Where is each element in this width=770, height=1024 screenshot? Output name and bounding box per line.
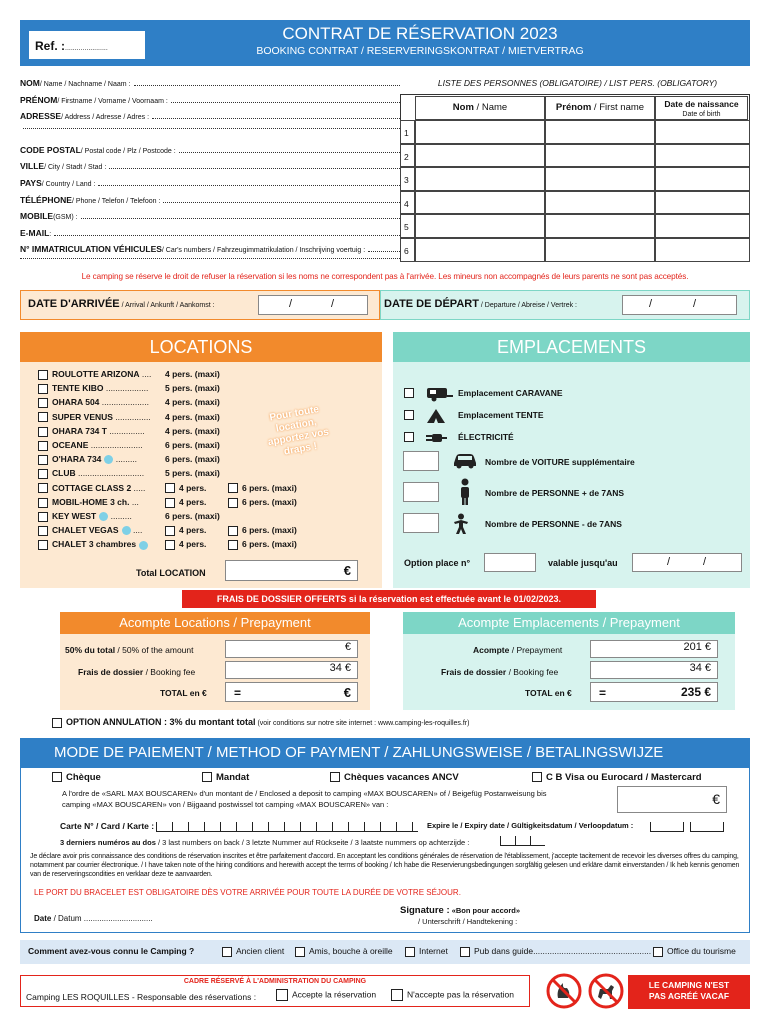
valid-label: valable jusqu'au — [548, 558, 618, 568]
departure-label: DATE DE DÉPART / Departure / Abreise / Vertrek : — [384, 298, 577, 310]
connu-option[interactable]: Ancien client — [222, 946, 284, 957]
col-prenom: Prénom / First name — [545, 96, 655, 120]
field-9[interactable]: E-MAIL : — [20, 228, 400, 238]
person-row-num: 3 — [400, 167, 415, 191]
admin-title: CADRE RÉSERVÉ À L'ADMINISTRATION DU CAMPING — [183, 978, 367, 985]
location-item[interactable]: CHALET 3 chambres — [38, 539, 148, 550]
arrival-input[interactable]: / / — [258, 295, 368, 315]
connu-option[interactable]: Amis, bouche à oreille — [295, 946, 393, 957]
location-cap: 4 pers. (maxi) — [165, 397, 220, 408]
col-date: Date de naissance Date of birth — [655, 96, 748, 120]
caravan-icon — [424, 386, 454, 404]
field-2[interactable]: ADRESSE / Address / Adresse / Adres : — [20, 111, 400, 121]
payment-order-2: camping «MAX BOUSCAREN» von / Bijgaand postwissel tot camping «MAX BOUSCAREN» van : — [62, 800, 389, 809]
payment-title: MODE DE PAIEMENT / METHOD OF PAYMENT / ZAHLUNGSWEISE / BETALINGSWIJZE — [20, 738, 750, 768]
emplacement-checkbox[interactable] — [404, 410, 414, 420]
ref-box[interactable]: Ref. :...................... — [28, 30, 146, 60]
acompte-loc-l1-input[interactable]: € — [225, 640, 358, 658]
person-firstname-input[interactable] — [545, 120, 655, 144]
person-birthdate-input[interactable] — [655, 214, 750, 238]
location-item[interactable]: ROULOTTE ARIZONA .... — [38, 369, 151, 380]
location-item[interactable]: COTTAGE CLASS 2 ..... — [38, 483, 145, 494]
person-icon — [458, 478, 472, 508]
person-firstname-input[interactable] — [545, 167, 655, 191]
location-cap: 5 pers. (maxi) — [165, 468, 220, 479]
location-cap: 6 pers. (maxi) — [165, 454, 220, 465]
location-item[interactable]: O'HARA 734 ......... — [38, 454, 137, 465]
person-name-input[interactable] — [415, 144, 545, 168]
location-cap-4[interactable]: 4 pers. — [165, 483, 206, 494]
no-dog-icon — [588, 973, 624, 1009]
child-icon — [452, 513, 470, 537]
location-item[interactable]: MOBIL-HOME 3 ch. ... — [38, 497, 139, 508]
acompte-emp-l1-input[interactable]: 201 € — [590, 640, 718, 658]
field-10[interactable]: N° IMMATRICULATION VÉHICULES / Car's numbers / Fahrzeugimmatrikulation / Inschrijving voertuig : — [20, 244, 400, 254]
option-label: Option place n° — [404, 558, 471, 568]
legal-text: Je déclare avoir pris connaissance des conditions de réservation inscrites et être parfaitement d'accord. En acceptant les conditions générales de réservation de l'établissement, j'accepte tacitement de recevoir les diverses offres du camping, notamment par courrier électronique. / I have taken note of the hiring conditions and herewith accept the terms of booking / Ich habe die Reservierungsbedingungen sorgfältig gelesen und erkläre damit einverstanden / Ik heb kennis genomen van de reserveringscondities en verklaar deze te aanvaarden. — [30, 853, 740, 878]
count-label: Nombre de PERSONNE - de 7ANS — [485, 519, 622, 529]
vacaf-notice: LE CAMPING N'EST PAS AGRÉÉ VACAF — [628, 975, 750, 1009]
location-item[interactable]: KEY WEST ......... — [38, 511, 132, 522]
acompte-loc-title: Acompte Locations / Prepayment — [60, 612, 370, 634]
payment-option[interactable]: Chèque — [52, 772, 101, 783]
count-input[interactable] — [403, 451, 439, 471]
ref-label: Ref. : — [35, 39, 65, 53]
location-cap: 4 pers. (maxi) — [165, 425, 220, 436]
person-birthdate-input[interactable] — [655, 144, 750, 168]
location-item[interactable]: SUPER VENUS ............... — [38, 412, 151, 423]
info-dot-icon — [122, 526, 131, 535]
expiry-input-year[interactable] — [690, 822, 724, 832]
frais-banner: FRAIS DE DOSSIER OFFERTS si la réservation est effectuée avant le 01/02/2023. — [182, 590, 596, 608]
person-firstname-input[interactable] — [545, 144, 655, 168]
card-label: Carte N° / Card / Karte : — [60, 821, 155, 831]
emplacement-label: Emplacement TENTE — [458, 410, 544, 420]
bracelet-notice: LE PORT DU BRACELET EST OBLIGATOIRE DÈS VOTRE ARRIVÉE POUR TOUTE LA DURÉE DE VOTRE SÉJOUR. — [34, 888, 461, 897]
page-subtitle: BOOKING CONTRAT / RESERVERINGSKONTRAT / MIETVERTRAG — [256, 45, 584, 57]
person-name-input[interactable] — [415, 214, 545, 238]
refusal-warning: Le camping se réserve le droit de refuser la réservation si les noms ne correspondent pas à l'arrivée. Les mineurs non accompagnés de leurs parents ne sont pas acceptés. — [81, 272, 689, 281]
location-item[interactable]: OCEANE ...................... — [38, 440, 143, 451]
location-item[interactable]: OHARA 734 T ............... — [38, 426, 145, 437]
annulation-option[interactable]: OPTION ANNULATION : 3% du montant total (voir conditions sur notre site internet : www.camping-les-roquilles.fr) — [52, 717, 469, 728]
location-cap-6[interactable]: 6 pers. (maxi) — [228, 539, 297, 550]
promo-text: Pour toute location, apportez vos draps ! — [267, 404, 330, 458]
total-location-input[interactable]: € — [225, 560, 358, 581]
location-cap: 4 pers. (maxi) — [165, 411, 220, 422]
emplacements-title: EMPLACEMENTS — [393, 332, 750, 362]
admin-camp: Camping LES ROQUILLES - Responsable des réservations : — [26, 992, 257, 1002]
location-cap: 5 pers. (maxi) — [165, 383, 220, 394]
person-firstname-input[interactable] — [545, 191, 655, 215]
acompte-emp-l2-input[interactable]: 34 € — [590, 661, 718, 679]
acompte-loc-l2-input[interactable]: 34 € — [225, 661, 358, 679]
persons-title: LISTE DES PERSONNES (OBLIGATOIRE) / LIST PERS. (OBLIGATORY) — [437, 78, 718, 88]
location-cap-4[interactable]: 4 pers. — [165, 497, 206, 508]
dotline — [20, 258, 400, 259]
person-birthdate-input[interactable] — [655, 238, 750, 262]
person-birthdate-input[interactable] — [655, 120, 750, 144]
location-item[interactable]: CHALET VEGAS .... — [38, 525, 142, 536]
connu-question: Comment avez-vous connu le Camping ? — [28, 946, 195, 956]
arrival-label: DATE D'ARRIVÉE / Arrival / Ankunft / Aankomst : — [28, 298, 215, 310]
option-input[interactable] — [484, 553, 536, 572]
emplacement-checkbox[interactable] — [404, 388, 414, 398]
acompte-emp-l2: Frais de dossier / Booking fee — [441, 667, 559, 677]
location-item[interactable]: CLUB ............................ — [38, 468, 144, 479]
locations-title: LOCATIONS — [20, 332, 382, 362]
location-cap-6[interactable]: 6 pers. (maxi) — [228, 497, 297, 508]
emplacement-label: ÉLECTRICITÉ — [458, 432, 514, 442]
info-dot-icon — [99, 512, 108, 521]
tent-icon — [424, 408, 448, 426]
location-cap: 6 pers. (maxi) — [165, 511, 220, 521]
page-title: CONTRAT DE RÉSERVATION 2023 — [282, 24, 558, 43]
acompte-loc-total-input[interactable]: = € — [225, 682, 358, 702]
connu-option[interactable]: Internet — [405, 946, 448, 957]
acompte-emp-total-label: TOTAL en € — [525, 688, 572, 698]
field-5[interactable]: VILLE / City / Stadt / Stad : — [20, 161, 400, 171]
plug-icon — [424, 430, 448, 448]
location-cap-6[interactable]: 6 pers. (maxi) — [228, 525, 297, 536]
location-item[interactable]: TENTE KIBO .................. — [38, 383, 148, 394]
location-item[interactable]: OHARA 504 .................... — [38, 397, 149, 408]
acompte-emp-l1: Acompte / Prepayment — [473, 645, 563, 655]
field-4[interactable]: CODE POSTAL / Postal code / Plz / Postcode : — [20, 145, 400, 155]
signature-sub: / Unterschrift / Handtekening : — [418, 917, 518, 926]
field-6[interactable]: PAYS / Country / Land : — [20, 178, 400, 188]
total-location-label: Total LOCATION — [136, 568, 206, 578]
count-label: Nombre de VOITURE supplémentaire — [485, 457, 635, 467]
departure-input[interactable]: / / — [622, 295, 737, 315]
person-name-input[interactable] — [415, 191, 545, 215]
card-number-input[interactable] — [156, 822, 418, 832]
acompte-loc-l1: 50% du total / 50% of the amount — [65, 645, 194, 655]
field-8[interactable]: MOBILE (GSM) : — [20, 211, 400, 221]
person-name-input[interactable] — [415, 238, 545, 262]
person-row-num: 6 — [400, 238, 415, 262]
field-0[interactable]: NOM / Name / Nachname / Naam : — [20, 78, 400, 88]
payment-amount-input[interactable]: € — [617, 786, 727, 813]
person-row-num: 1 — [400, 120, 415, 144]
connu-option[interactable]: Pub dans guide.................................................. — [460, 946, 651, 957]
expiry-label: Expire le / Expiry date / Gültigkeitsdatum / Verloopdatum : — [427, 821, 634, 830]
location-cap-6[interactable]: 6 pers. (maxi) — [228, 483, 297, 494]
person-birthdate-input[interactable] — [655, 191, 750, 215]
payment-order-1: A l'ordre de «SARL MAX BOUSCAREN» d'un montant de / Enclosed a deposit to camping «MAX BOUSCAREN» of / Beigefüg Postanweisung bis — [62, 789, 547, 798]
payment-option[interactable]: Mandat — [202, 772, 249, 783]
person-row-num: 2 — [400, 144, 415, 168]
person-firstname-input[interactable] — [545, 214, 655, 238]
date-field[interactable]: Date / Datum ............................... — [34, 914, 153, 923]
count-label: Nombre de PERSONNE + de 7ANS — [485, 488, 625, 498]
car-icon — [452, 451, 478, 471]
person-name-input[interactable] — [415, 167, 545, 191]
location-cap-4[interactable]: 4 pers. — [165, 539, 206, 550]
person-row-num: 5 — [400, 214, 415, 238]
admin-refuse[interactable]: N'accepte pas la réservation — [391, 989, 514, 1001]
signature-label: Signature : «Bon pour accord» — [400, 905, 521, 916]
no-fire-icon — [546, 973, 582, 1009]
person-birthdate-input[interactable] — [655, 167, 750, 191]
cvv-input[interactable] — [500, 836, 545, 846]
person-row-num: 4 — [400, 191, 415, 215]
payment-option[interactable]: Chèques vacances ANCV — [330, 772, 459, 783]
expiry-input-month[interactable] — [650, 822, 684, 832]
field-3[interactable] — [20, 128, 400, 131]
acompte-loc-total-label: TOTAL en € — [160, 688, 207, 698]
connu-option[interactable]: Office du tourisme — [653, 946, 736, 957]
info-dot-icon — [139, 541, 148, 550]
acompte-emp-total-input[interactable]: = 235 € — [590, 682, 718, 702]
acompte-emp-title: Acompte Emplacements / Prepayment — [403, 612, 735, 634]
location-cap: 4 pers. (maxi) — [165, 369, 220, 379]
person-firstname-input[interactable] — [545, 238, 655, 262]
valid-input[interactable]: / / — [632, 553, 742, 572]
location-cap-4[interactable]: 4 pers. — [165, 525, 206, 536]
location-cap: 6 pers. (maxi) — [165, 440, 220, 450]
cvv-label: 3 derniers numéros au dos / 3 last numbers on back / 3 letzte Nummer auf Rückseite / 3 laatste nummers op achterzijde : — [60, 838, 470, 847]
person-name-input[interactable] — [415, 120, 545, 144]
annulation-checkbox[interactable] — [52, 718, 62, 728]
acompte-loc-l2: Frais de dossier / Booking fee — [78, 667, 196, 677]
payment-option[interactable]: C B Visa ou Eurocard / Mastercard — [532, 772, 702, 783]
emplacement-label: Emplacement CARAVANE — [458, 388, 563, 398]
field-7[interactable]: TÉLÉPHONE / Phone / Telefon / Telefoon : — [20, 195, 400, 205]
count-input[interactable] — [403, 482, 439, 502]
count-input[interactable] — [403, 513, 439, 533]
admin-accept[interactable]: Accepte la réservation — [276, 989, 376, 1001]
col-nom: Nom / Name — [415, 96, 545, 120]
emplacement-checkbox[interactable] — [404, 432, 414, 442]
field-1[interactable]: PRÉNOM / Firstname / Vorname / Voornaam : — [20, 95, 400, 105]
